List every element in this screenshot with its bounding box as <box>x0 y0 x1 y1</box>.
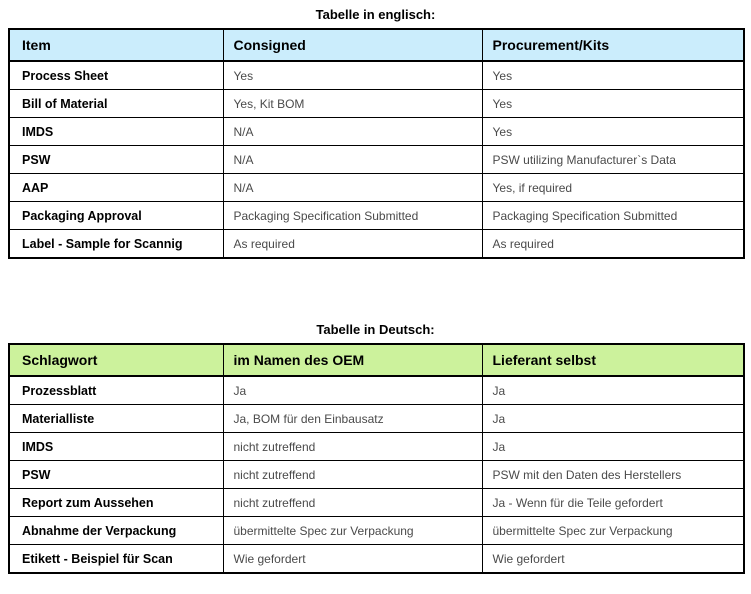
table-cell: Ja <box>223 376 482 405</box>
row-label: Bill of Material <box>9 90 223 118</box>
table-cell: Yes <box>482 61 744 90</box>
table-row <box>9 517 744 545</box>
table-cell: Packaging Specification Submitted <box>223 202 482 230</box>
table-cell: Yes <box>223 61 482 90</box>
table-cell: Ja <box>482 433 744 461</box>
table-cell: nicht zutreffend <box>223 433 482 461</box>
table-row <box>9 461 744 489</box>
table-cell: As required <box>482 230 744 259</box>
row-label: Abnahme der Verpackung <box>9 517 223 545</box>
column-header: Lieferant selbst <box>482 344 744 376</box>
table-row <box>9 433 744 461</box>
table-english-header <box>9 29 744 61</box>
column-header: Schlagwort <box>9 344 223 376</box>
table-german-title: Tabelle in Deutsch: <box>316 322 435 337</box>
table-cell: nicht zutreffend <box>223 461 482 489</box>
row-label: Etikett - Beispiel für Scan <box>9 545 223 574</box>
table-cell: Ja, BOM für den Einbausatz <box>223 405 482 433</box>
table-english-body <box>9 61 744 258</box>
row-label: AAP <box>9 174 223 202</box>
table-cell: N/A <box>223 174 482 202</box>
row-label: Label - Sample for Scannig <box>9 230 223 259</box>
table-row <box>9 230 744 259</box>
table-cell: Yes, Kit BOM <box>223 90 482 118</box>
table-row <box>9 405 744 433</box>
column-header: Item <box>9 29 223 61</box>
row-label: Packaging Approval <box>9 202 223 230</box>
table-cell: Yes <box>482 90 744 118</box>
row-label: IMDS <box>9 433 223 461</box>
table-german-body <box>9 376 744 573</box>
table-row <box>9 376 744 405</box>
table-cell: N/A <box>223 118 482 146</box>
table-row <box>9 174 744 202</box>
row-label: PSW <box>9 146 223 174</box>
table-cell: übermittelte Spec zur Verpackung <box>223 517 482 545</box>
table-cell: PSW utilizing Manufacturer`s Data <box>482 146 744 174</box>
column-header: Procurement/Kits <box>482 29 744 61</box>
table-cell: As required <box>223 230 482 259</box>
header-row <box>9 344 744 376</box>
table-row <box>9 202 744 230</box>
table-cell: Ja <box>482 405 744 433</box>
row-label: PSW <box>9 461 223 489</box>
table-row <box>9 146 744 174</box>
table-row <box>9 545 744 574</box>
table-cell: nicht zutreffend <box>223 489 482 517</box>
header-row <box>9 29 744 61</box>
table-cell: Yes <box>482 118 744 146</box>
table-cell: PSW mit den Daten des Herstellers <box>482 461 744 489</box>
column-header: Consigned <box>223 29 482 61</box>
table-cell: übermittelte Spec zur Verpackung <box>482 517 744 545</box>
table-cell: Yes, if required <box>482 174 744 202</box>
table-cell: Wie gefordert <box>223 545 482 574</box>
table-german <box>8 343 745 574</box>
table-row <box>9 90 744 118</box>
table-german-header <box>9 344 744 376</box>
table-row <box>9 489 744 517</box>
table-english <box>8 28 745 259</box>
row-label: Materialliste <box>9 405 223 433</box>
row-label: IMDS <box>9 118 223 146</box>
column-header: im Namen des OEM <box>223 344 482 376</box>
row-label: Process Sheet <box>9 61 223 90</box>
row-label: Prozessblatt <box>9 376 223 405</box>
row-label: Report zum Aussehen <box>9 489 223 517</box>
table-row <box>9 118 744 146</box>
table-cell: Ja - Wenn für die Teile gefordert <box>482 489 744 517</box>
table-cell: Packaging Specification Submitted <box>482 202 744 230</box>
table-cell: Wie gefordert <box>482 545 744 574</box>
table-english-title: Tabelle in englisch: <box>315 7 436 22</box>
table-cell: N/A <box>223 146 482 174</box>
table-cell: Ja <box>482 376 744 405</box>
table-row <box>9 61 744 90</box>
